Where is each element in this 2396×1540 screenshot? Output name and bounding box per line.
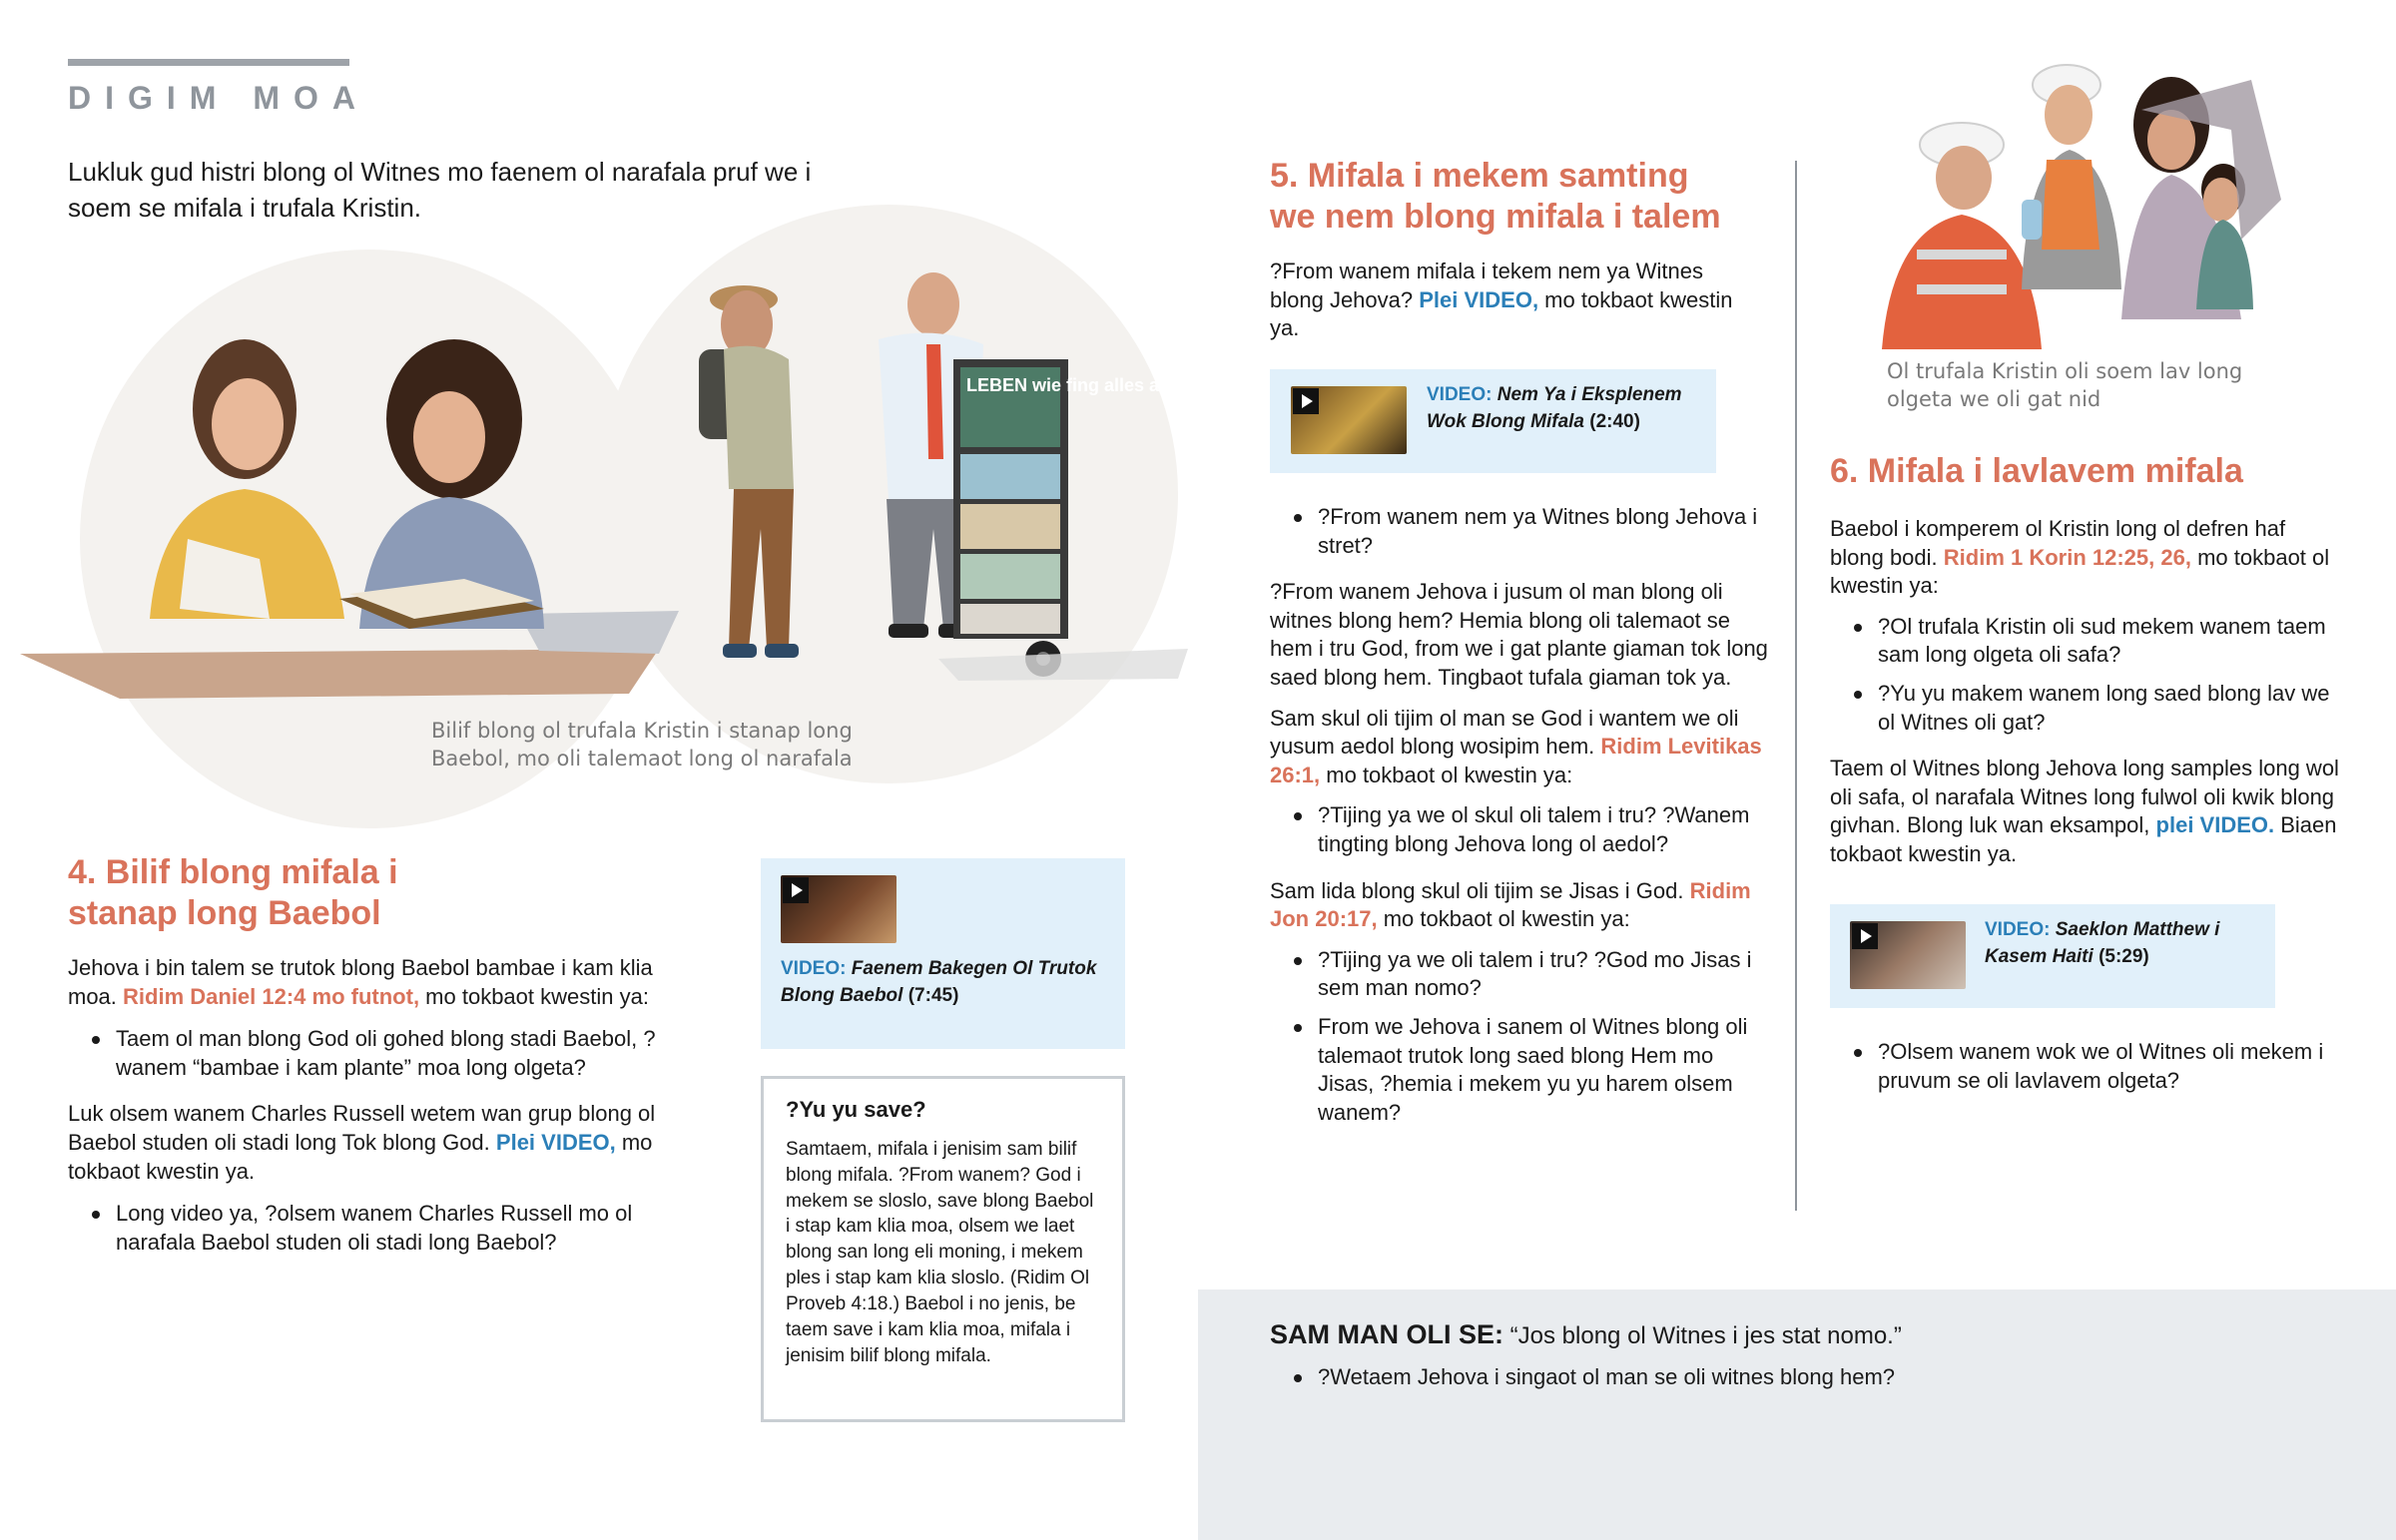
play-icon[interactable] (783, 877, 809, 903)
section-5-paragraph-1 (1270, 257, 1739, 343)
section-5-questions-1 (1270, 503, 1769, 560)
section-4-questions-2 (68, 1200, 707, 1257)
box-title: ?Yu yu save? (786, 1097, 926, 1122)
video-duration: (7:45) (907, 984, 959, 1006)
scripture-ref-korin[interactable]: Ridim 1 Korin 12:25, 26, (1943, 544, 2191, 570)
right-illustration-caption: Ol trufala Kristin oli soem lav long olgeta we oli gat nid (1887, 359, 2243, 412)
video-thumbnail[interactable] (781, 875, 897, 943)
video-caption (1985, 917, 2264, 970)
section-4-questions-1 (68, 1025, 707, 1082)
paragraph-text: mo tokbaot kwestin ya. (68, 1129, 653, 1184)
claim-line (1270, 1319, 2348, 1350)
video-thumbnail[interactable] (1291, 386, 1407, 454)
video-label: VIDEO: (1427, 384, 1493, 405)
section-5-paragraph-3 (1270, 705, 1769, 790)
section-6-body (1830, 515, 2339, 869)
paragraph-text: Jehova i bin talem se trutok blong Baebol bambae i kam klia moa. (68, 955, 653, 1009)
section-4-title: 4. Bilif blong mifala i stanap long Baebol (68, 853, 398, 932)
paragraph-text: Baebol i komperem ol Kristin long ol defren haf blong bodi. (1830, 516, 2286, 570)
section-5-body (1270, 503, 1769, 1137)
section-6-final-question (1830, 1038, 2339, 1105)
video-caption (781, 956, 1110, 1009)
section-6-paragraph-1 (1830, 515, 2339, 601)
question-item: ?Yu yu makem wanem long saed blong lav we ol Witnes oli gat? (1830, 680, 2339, 737)
video-duration: (2:40) (1589, 410, 1640, 432)
question-item: ?From wanem nem ya Witnes blong Jehova i stret? (1270, 503, 1769, 560)
main-illustration-caption: Bilif blong ol trufala Kristin i stanap long Baebol, mo oli talemaot long ol narafala (431, 719, 853, 771)
scripture-ref-levitikas[interactable]: Ridim Levitikas 26:1, (1270, 734, 1762, 787)
video-caption (1427, 382, 1706, 435)
section-5-paragraph-4 (1270, 877, 1769, 934)
play-video-link[interactable]: Plei VIDEO, (1419, 286, 1539, 312)
video-thumbnail[interactable] (1850, 921, 1966, 989)
video-label: VIDEO: (781, 958, 847, 979)
section-4-paragraph-1 (68, 954, 707, 1011)
question-item: ?Ol trufala Kristin oli sud mekem wanem taem sam long olgeta oli safa? (1830, 613, 2339, 670)
play-icon[interactable] (1852, 923, 1878, 949)
video-title: Faenem Bakegen Ol Trutok Blong Baebol (781, 958, 1097, 1006)
question-item: ?Tijing ya we ol skul oli talem i tru? ?Wanem tingting blong Jehova long ol aedol? (1270, 801, 1769, 858)
section-6-questions-1 (1830, 613, 2339, 737)
question-item: ?Wetaem Jehova i singaot ol man se oli witnes blong hem? (1270, 1363, 2348, 1392)
question-item: From we Jehova i sanem ol Witnes blong oli talemaot trutok long saed blong Hem mo Jisas, ?hemia i mekem yu yu harem olsem wanem? (1270, 1013, 1769, 1127)
video-label: VIDEO: (1985, 919, 2051, 940)
video-duration: (5:29) (2098, 945, 2149, 967)
cart-sign-text: LEBEN wie fing alles an? (966, 375, 1182, 395)
box-body: Samtaem, mifala i jenisim sam bilif blong mifala. ?From wanem? God i mekem se sloslo, save blong Baebol i stap kam klia moa, olsem we laet blong san long eli moning, i mekem ples i stap kam klia sloslo. (Ridim Ol Proveb 4:18.) Baebol i no jenis, be taem save i kam klia moa, mifala i jenisim bilif blong mifala. (786, 1139, 1094, 1366)
paragraph-text: Sam lida blong skul oli tijim se Jisas i God. (1270, 877, 1690, 903)
play-video-link[interactable]: plei VIDEO. (2155, 812, 2275, 838)
section-5-questions-2 (1270, 801, 1769, 858)
video-card-saeklon[interactable] (1830, 904, 2275, 1008)
relief-workers-illustration (1842, 50, 2301, 349)
paragraph-text: mo tokbaot ol kwestin ya: (1320, 762, 1573, 787)
section-4-body (68, 954, 707, 1267)
claim-label: SAM MAN OLI SE: (1270, 1319, 1503, 1349)
section-5-paragraph-2: ?From wanem Jehova i jusum ol man blong oli witnes blong hem? Hemia blong oli talemaot se hem i tru God, from we i gat plante giaman tok long saed blong hem. Tingbaot tufala giaman tok ya. (1270, 579, 1768, 690)
paragraph-text: Sam skul oli tijim ol man se God i wantem we oli yusum aedol blong wosipim hem. (1270, 705, 1739, 760)
paragraph-text: mo tokbaot ol kwestin ya: (1830, 544, 2330, 599)
column-divider (1795, 161, 1797, 1211)
section-6-questions-2 (1830, 1038, 2339, 1095)
scripture-ref-daniel[interactable]: Ridim Daniel 12:4 mo futnot, (123, 983, 420, 1009)
paragraph-text: Taem ol Witnes blong Jehova long samples long wol oli safa, ol narafala Witnes long fulwol oli kwik blong givhan. Blong luk wan eksampol, (1830, 756, 2339, 838)
paragraph-text: mo tokbaot kwestin ya: (419, 983, 649, 1009)
section-kicker: DIGIM MOA (68, 80, 369, 116)
question-item: ?Tijing ya we oli talem i tru? ?God mo Jisas i sem man nomo? (1270, 946, 1769, 1003)
section-5-questions-3 (1270, 946, 1769, 1128)
video-card-nem-ya[interactable] (1270, 369, 1716, 473)
paragraph-text: Biaen tokbaot kwestin ya. (1830, 812, 2337, 866)
video-title: Saeklon Matthew i Kasem Haiti (1985, 919, 2220, 967)
claim-questions (1270, 1363, 2348, 1402)
intro-text: Lukluk gud histri blong ol Witnes mo faenem ol narafala pruf we i soem se mifala i trufala Kristin. (68, 157, 812, 224)
paragraph-text: Luk olsem wanem Charles Russell wetem wan grup blong ol Baebol studen oli stadi long Tok blong God. (68, 1101, 656, 1155)
section-6-title: 6. Mifala i lavlavem mifala (1830, 452, 2243, 490)
did-you-know-box (761, 1076, 1125, 1422)
claim-quote: “Jos blong ol Witnes i jes stat nomo.” (1509, 1322, 1902, 1349)
play-icon[interactable] (1293, 388, 1319, 414)
paragraph-text: mo tokbaot ol kwestin ya: (1377, 906, 1630, 932)
section-6-paragraph-2 (1830, 755, 2339, 868)
paragraph-text: mo tokbaot kwestin ya. (1270, 286, 1733, 341)
question-item: Long video ya, ?olsem wanem Charles Russell mo ol narafala Baebol studen oli stadi long Baebol? (68, 1200, 707, 1257)
question-item: Taem ol man blong God oli gohed blong stadi Baebol, ?wanem “bambae i kam plante” moa long olgeta? (68, 1025, 707, 1082)
video-card-faenem[interactable] (761, 858, 1125, 1049)
question-item: ?Olsem wanem wok we ol Witnes oli mekem i pruvum se oli lavlavem olgeta? (1830, 1038, 2339, 1095)
paragraph-text: ?From wanem mifala i tekem nem ya Witnes blong Jehova? (1270, 258, 1704, 312)
video-title: Nem Ya i Eksplenem Wok Blong Mifala (1427, 384, 1682, 432)
section-5-intro (1270, 257, 1739, 343)
section-5-title: 5. Mifala i mekem samting we nem blong mifala i talem (1270, 157, 1721, 236)
header-rule (68, 59, 349, 66)
claim-question-list (1270, 1363, 2348, 1392)
section-4-paragraph-2 (68, 1100, 707, 1186)
play-video-link[interactable]: Plei VIDEO, (495, 1129, 616, 1155)
scripture-ref-jon[interactable]: Ridim Jon 20:17, (1270, 877, 1751, 932)
